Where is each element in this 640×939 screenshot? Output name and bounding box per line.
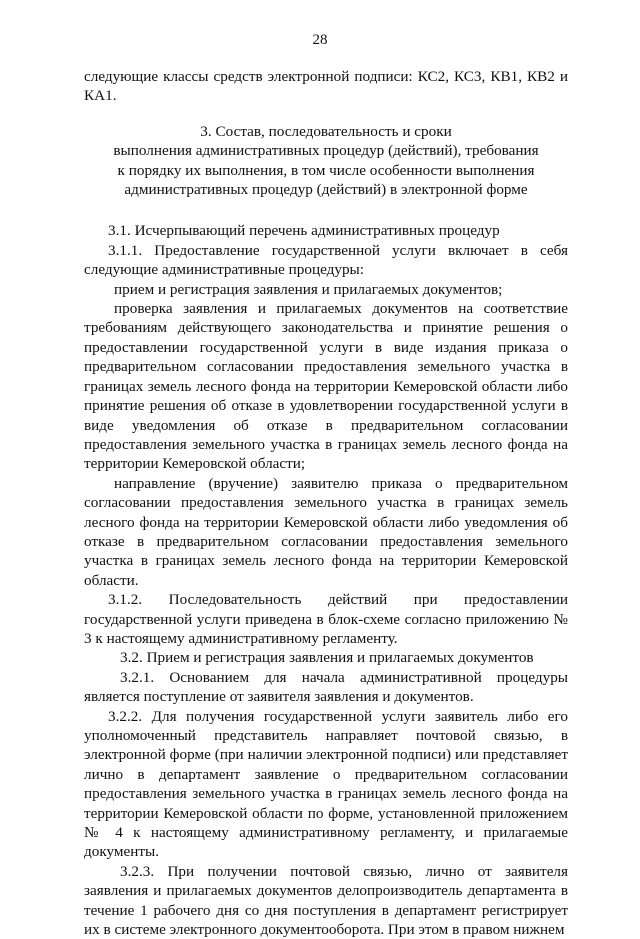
- heading-line-1: 3. Состав, последовательность и сроки: [200, 122, 452, 140]
- paragraph-3-1-2-first-line: [84, 590, 568, 609]
- list-item-delivery: направление (вручение) заявителю приказа о предварительном согласовании предоставления земельного участка в границах земель лесного фонда на территории Кемеровской области либо уведомления об отказе в предварительном согласовании предоставления земельного участка в границах земель лесного фонда на территории Кемеровской области.: [84, 474, 568, 589]
- section-heading: [84, 122, 568, 200]
- paragraph-3-2-3: 3.2.3. При получении почтовой связью, лично от заявителя заявления и прилагаемых документов делопроизводитель департамента в течение 1 рабочего дня со дня поступления в департамент регистрирует их в системе электронного документооборота. При этом в правом нижнем: [84, 862, 568, 939]
- word: предоставлении: [464, 591, 568, 609]
- word: 3.1.2.: [108, 591, 143, 609]
- paragraph-3-1: 3.1. Исчерпывающий перечень административных процедур: [108, 222, 500, 240]
- heading-line-2: выполнения административных процедур (действий), требования: [113, 142, 539, 160]
- paragraph-3-1-1: 3.1.1. Предоставление государственной услуги включает в себя следующие административные процедуры:: [84, 241, 568, 279]
- paragraph-3-2-1: 3.2.1. Основанием для начала административной процедуры является поступление от заявителя заявления и документов.: [84, 668, 568, 706]
- word: действий: [327, 591, 388, 609]
- paragraph-3-2-2: 3.2.2. Для получения государственной услуги заявитель либо его уполномоченный представитель направляет почтовой связью, в электронной форме (при наличии электронной подписи) или представляет лично в департамент заявление о предварительном согласовании предоставления земельного участка в границах земель лесного фонда на территории Кемеровской области по форме, установленной приложением № 4 к настоящему административному регламенту, и прилагаемые документы.: [84, 707, 568, 861]
- heading-line-3: к порядку их выполнения, в том числе особенности выполнения: [117, 161, 535, 179]
- word: при: [413, 591, 438, 609]
- list-item-verification: проверка заявления и прилагаемых документов на соответствие требованиям действующего законодательства и принятие решения о предоставлении государственной услуги в виде издания приказа о предварительном согласовании предоставления земельного участка в границах земель лесного фонда на территории Кемеровской области либо принятие решения об отказе в удовлетворении государственной услуги в виде уведомления об отказе в предварительном согласовании предоставления земельного участка в границах земель лесного фонда на территории Кемеровской области;: [84, 300, 568, 473]
- page-number: 28: [312, 32, 328, 48]
- document-body: [84, 67, 568, 939]
- intro-paragraph: следующие классы средств электронной подписи: КС2, КС3, КВ1, КВ2 и КА1.: [84, 68, 568, 105]
- paragraph-3-2: 3.2. Прием и регистрация заявления и прилагаемых документов: [120, 649, 534, 667]
- word: Последовательность: [168, 591, 302, 609]
- heading-line-4: административных процедур (действий) в электронной форме: [124, 181, 528, 199]
- list-item-reception: прием и регистрация заявления и прилагаемых документов;: [114, 280, 503, 298]
- paragraph-3-1-2-rest: государственной услуги приведена в блок-схеме согласно приложению № 3 к настоящему административному регламенту.: [84, 610, 568, 647]
